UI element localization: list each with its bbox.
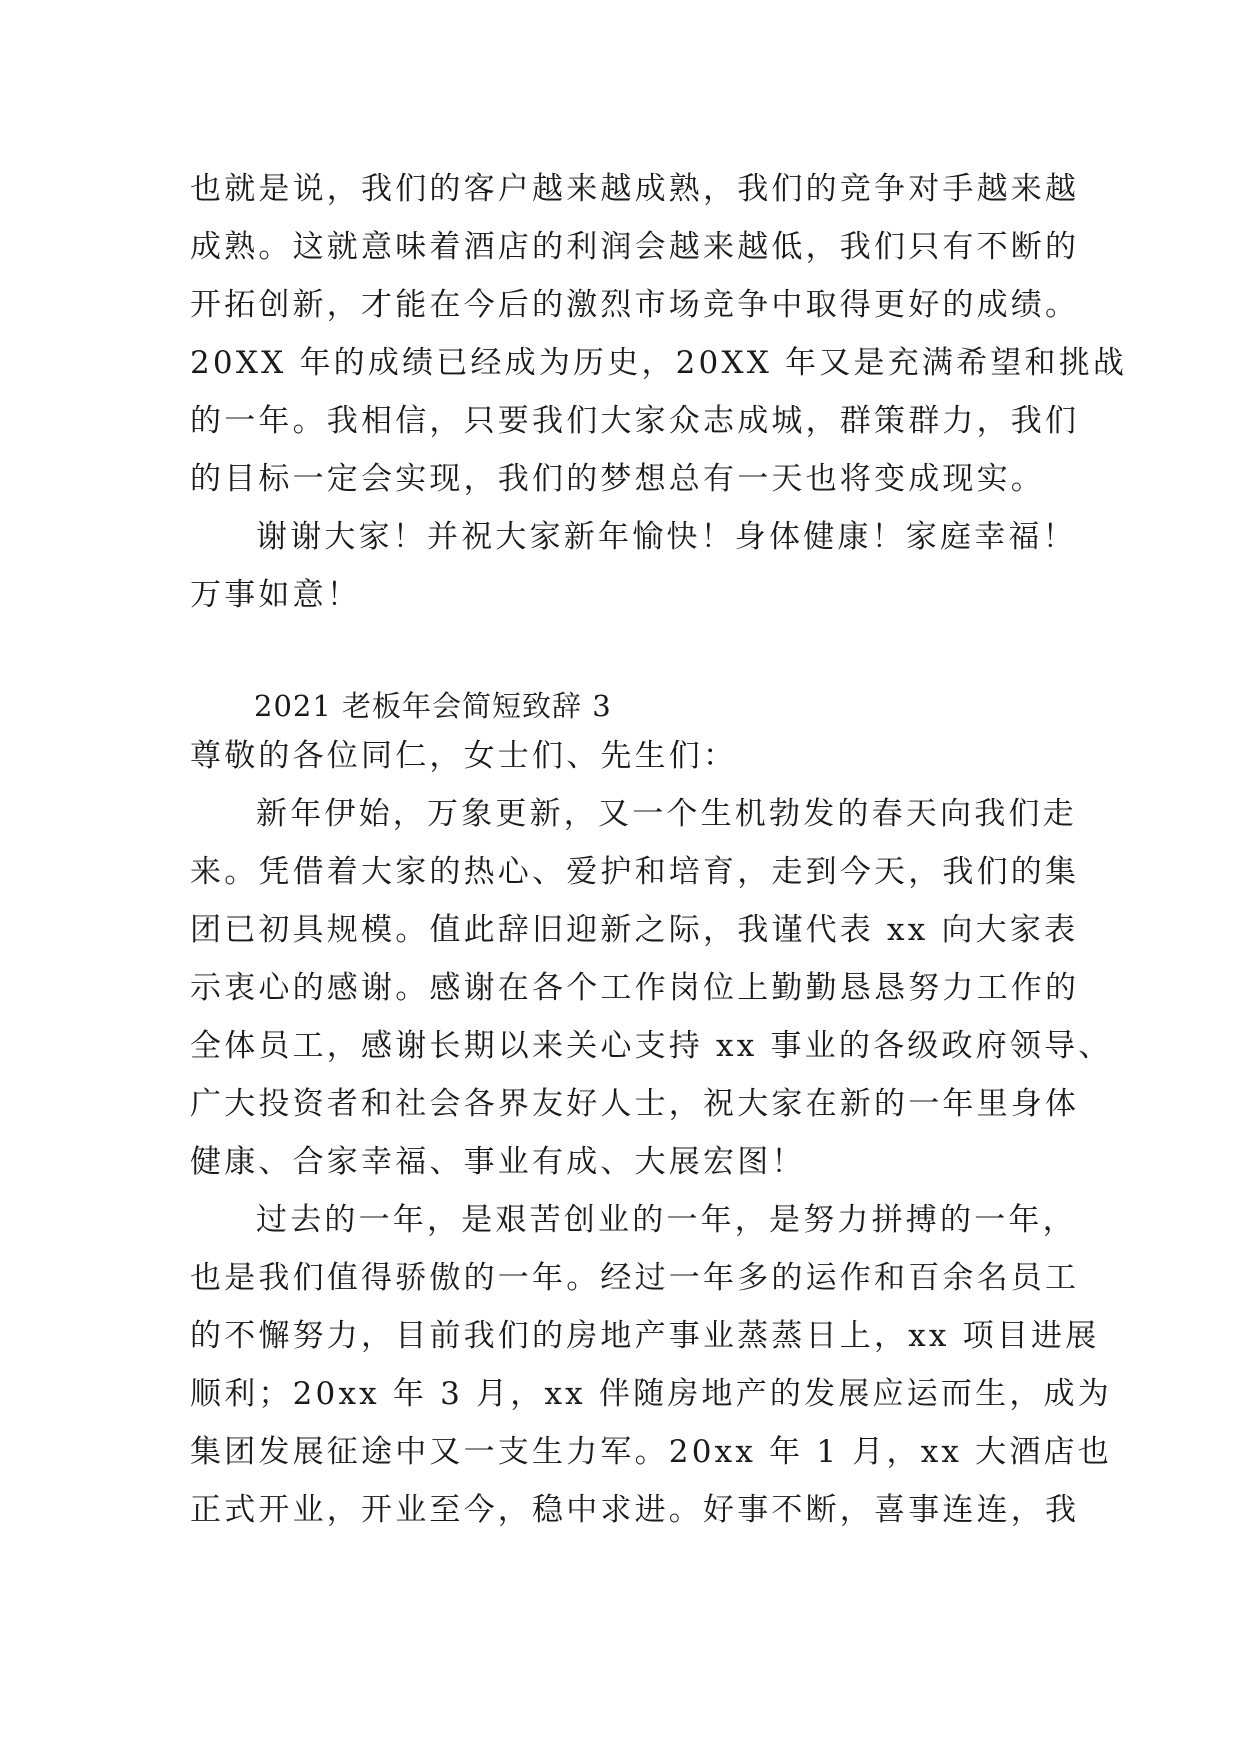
body-line: 的一年。我相信，只要我们大家众志成城，群策群力，我们 (190, 403, 1080, 439)
paragraph-line: 集团发展征途中又一支生力军。20xx 年 1 月，xx 大酒店也 (190, 1434, 1112, 1470)
paragraph-line: 示衷心的感谢。感谢在各个工作岗位上勤勤恳恳努力工作的 (190, 970, 1080, 1006)
body-line: 20XX 年的成绩已经成为历史，20XX 年又是充满希望和挑战 (190, 345, 1128, 381)
body-line: 成熟。这就意味着酒店的利润会越来越低，我们只有不断的 (190, 229, 1080, 265)
paragraph-line: 团已初具规模。值此辞旧迎新之际，我谨代表 xx 向大家表 (190, 912, 1079, 948)
closing-line: 谢谢大家！并祝大家新年愉快！身体健康！家庭幸福！ (256, 519, 1077, 555)
body-line: 开拓创新，才能在今后的激烈市场竞争中取得更好的成绩。 (190, 287, 1080, 323)
paragraph-line: 也是我们值得骄傲的一年。经过一年多的运作和百余名员工 (190, 1260, 1080, 1296)
section-title: 2021 老板年会简短致辞 3 (254, 689, 612, 723)
paragraph-line: 的不懈努力，目前我们的房地产事业蒸蒸日上，xx 项目进展 (190, 1318, 1100, 1354)
paragraph-line: 来。凭借着大家的热心、爱护和培育，走到今天，我们的集 (190, 854, 1080, 890)
closing-line: 万事如意！ (190, 577, 361, 613)
paragraph-line: 健康、合家幸福、事业有成、大展宏图！ (190, 1144, 806, 1180)
paragraph-line: 广大投资者和社会各界友好人士，祝大家在新的一年里身体 (190, 1086, 1080, 1122)
paragraph-line: 顺利；20xx 年 3 月，xx 伴随房地产的发展应运而生，成为 (190, 1376, 1112, 1412)
paragraph-line: 正式开业，开业至今，稳中求进。好事不断，喜事连连，我 (190, 1492, 1080, 1528)
salutation: 尊敬的各位同仁，女士们、先生们： (190, 738, 738, 774)
body-line: 也就是说，我们的客户越来越成熟，我们的竞争对手越来越 (190, 171, 1080, 207)
paragraph-line: 新年伊始，万象更新，又一个生机勃发的春天向我们走 (256, 796, 1077, 832)
body-line: 的目标一定会实现，我们的梦想总有一天也将变成现实。 (190, 461, 1045, 497)
paragraph-line: 过去的一年，是艰苦创业的一年，是努力拼搏的一年， (256, 1202, 1077, 1238)
paragraph-line: 全体员工，感谢长期以来关心支持 xx 事业的各级政府领导、 (190, 1028, 1113, 1064)
